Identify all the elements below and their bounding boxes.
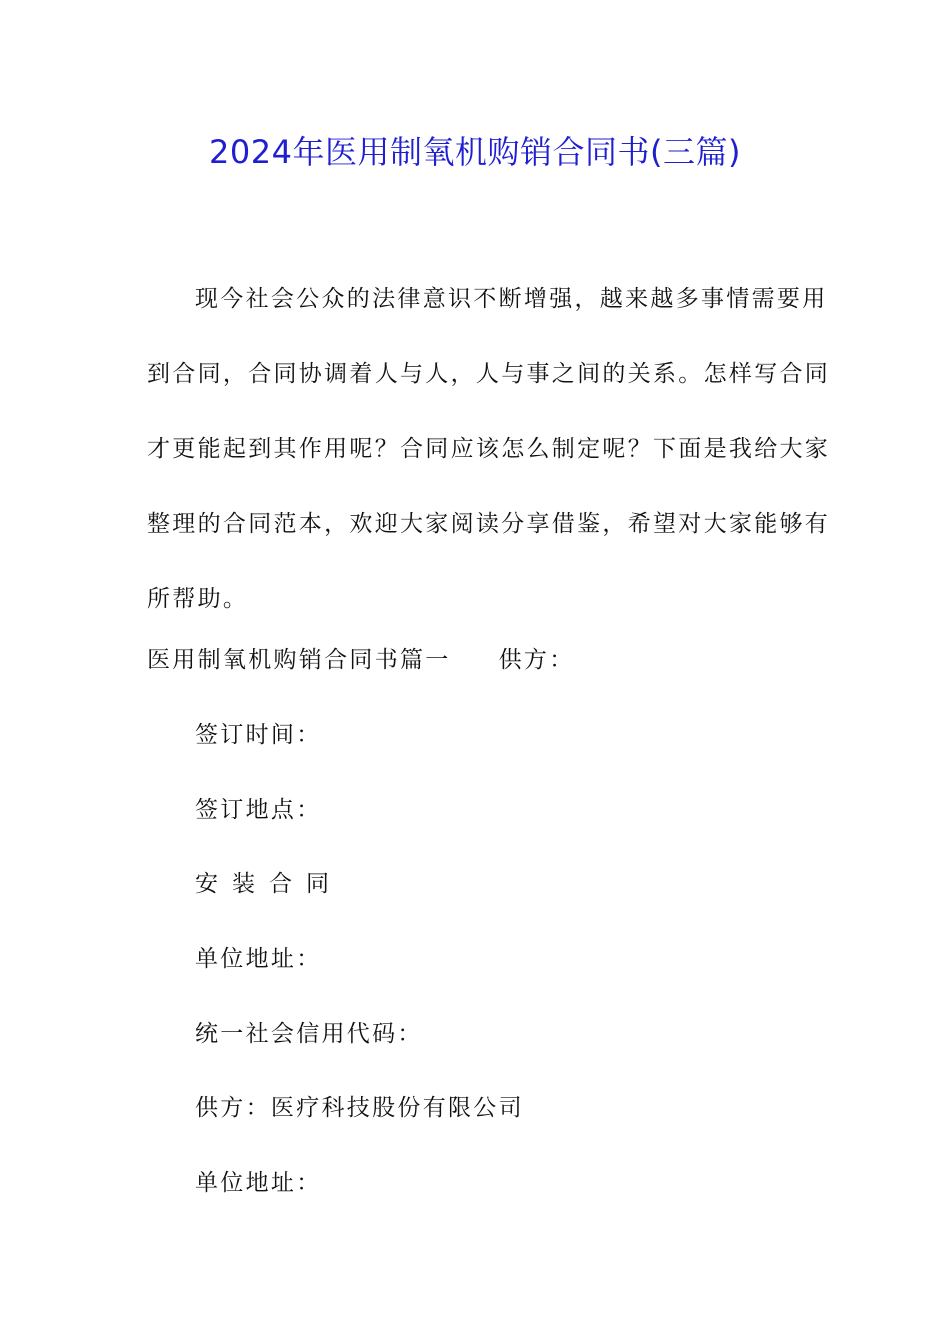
section-heading bbox=[147, 642, 575, 678]
field-contract-type: 安装合同 bbox=[195, 871, 343, 897]
field-credit-code: 统一社会信用代码： bbox=[195, 1021, 423, 1047]
intro-line: 整理的合同范本，欢迎大家阅读分享借鉴，希望对大家能够有 bbox=[147, 511, 831, 537]
field-sign-time: 签订时间： bbox=[195, 722, 322, 748]
supplier-label: 供方： bbox=[498, 647, 575, 673]
intro-line: 现今社会公众的法律意识不断增强，越来越多事情需要用 bbox=[195, 286, 828, 312]
field-sign-place: 签订地点： bbox=[195, 797, 322, 823]
document-title: 2024年医用制氧机购销合同书(三篇) bbox=[209, 133, 741, 171]
intro-line: 才更能起到其作用呢？合同应该怎么制定呢？下面是我给大家 bbox=[147, 436, 831, 462]
field-unit-address: 单位地址： bbox=[195, 946, 322, 972]
intro-line: 所帮助。 bbox=[147, 586, 249, 612]
field-supplier-name: 供方：医疗科技股份有限公司 bbox=[195, 1095, 524, 1121]
intro-line: 到合同，合同协调着人与人，人与事之间的关系。怎样写合同 bbox=[147, 361, 831, 387]
section-title: 医用制氧机购销合同书篇一 bbox=[147, 647, 451, 673]
intro-paragraph bbox=[147, 262, 831, 637]
field-unit-address-2: 单位地址： bbox=[195, 1170, 322, 1196]
